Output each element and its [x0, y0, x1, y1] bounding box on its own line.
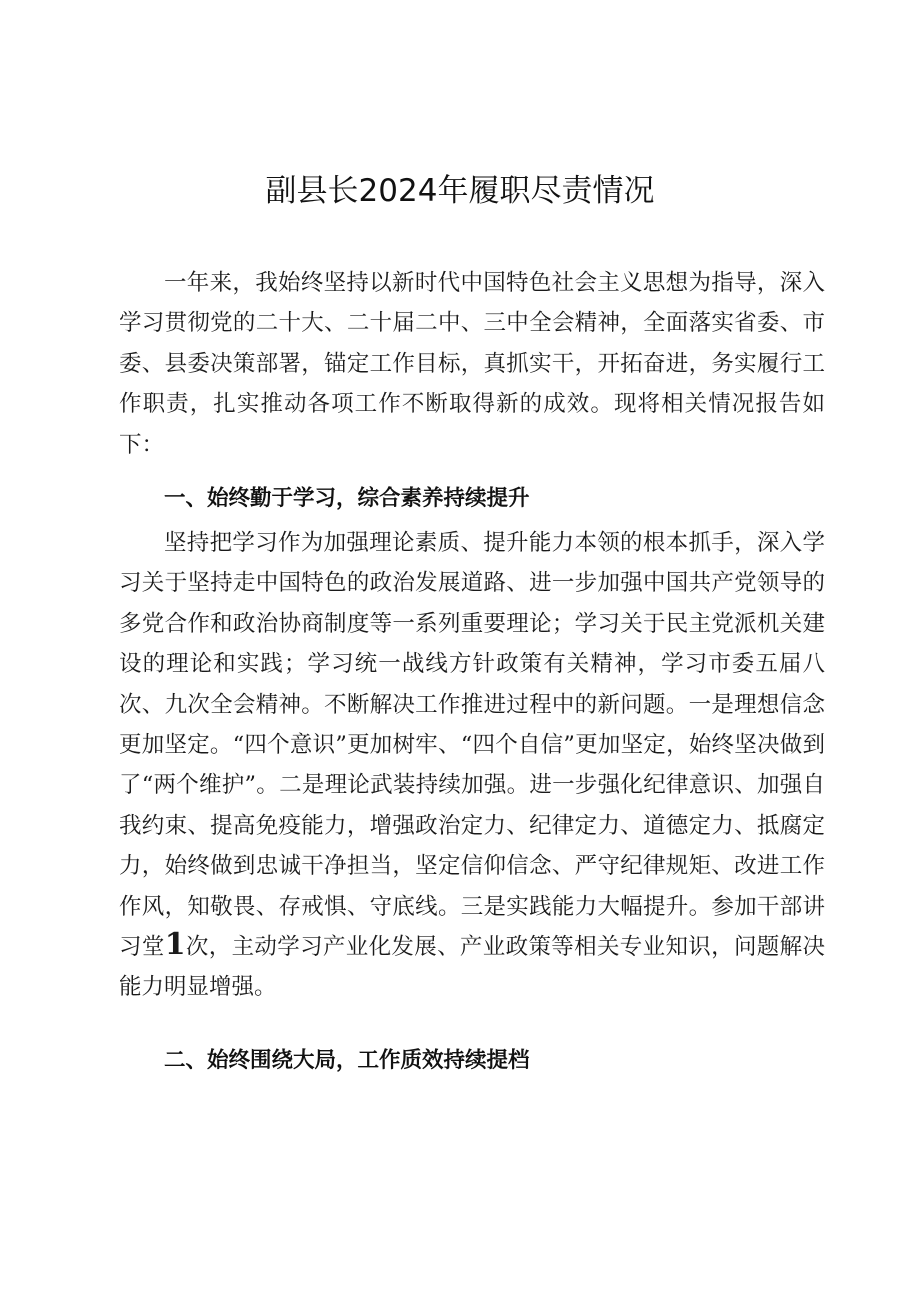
- section-heading-1: 一、始终勤于学习，综合素养持续提升: [164, 486, 530, 511]
- intro-paragraph: 一年来，我始终坚持以新时代中国特色社会主义思想为指导，深入学习贯彻党的二十大、二十届二中、三中全会精神，全面落实省委、市委、县委决策部署，锚定工作目标，真抓实干，开拓奋进，务实履行工作职责，扎实推动各项工作不断取得新的成效。现将相关情况报告如下：: [119, 270, 825, 458]
- section-1-paragraph: [119, 523, 825, 1008]
- section-1-text-before: 坚持把学习作为加强理论素质、提升能力本领的根本抓手，深入学习关于坚持走中国特色的政治发展道路、进一步加强中国共产党领导的多党合作和政治协商制度等一系列重要理论；学习关于民主党派机关建设的理论和实践；学习统一战线方针政策有关精神，学习市委五届八次、九次全会精神。不断解决工作推进过程中的新问题。一是理想信念更加坚定。“四个意识”更加树牢、“四个自信”更加坚定，始终坚决做到了“两个维护”。二是理论武装持续加强。进一步强化纪律意识、加强自我约束、提高免疫能力，增强政治定力、纪律定力、道德定力、抵腐定力，始终做到忠诚干净担当，坚定信仰信念、严守纪律规矩、改进工作作风，知敬畏、存戒惧、守底线。三是实践能力大幅提升。参加干部讲习堂: [119, 530, 825, 961]
- lecture-count: 1: [164, 927, 186, 963]
- section-heading-2: 二、始终围绕大局，工作质效持续提档: [164, 1048, 530, 1073]
- section-1-text-after: 次，主动学习产业化发展、产业政策等相关专业知识，问题解决能力明显增强。: [119, 934, 825, 1001]
- document-title: 副县长2024年履职尽责情况: [265, 173, 655, 209]
